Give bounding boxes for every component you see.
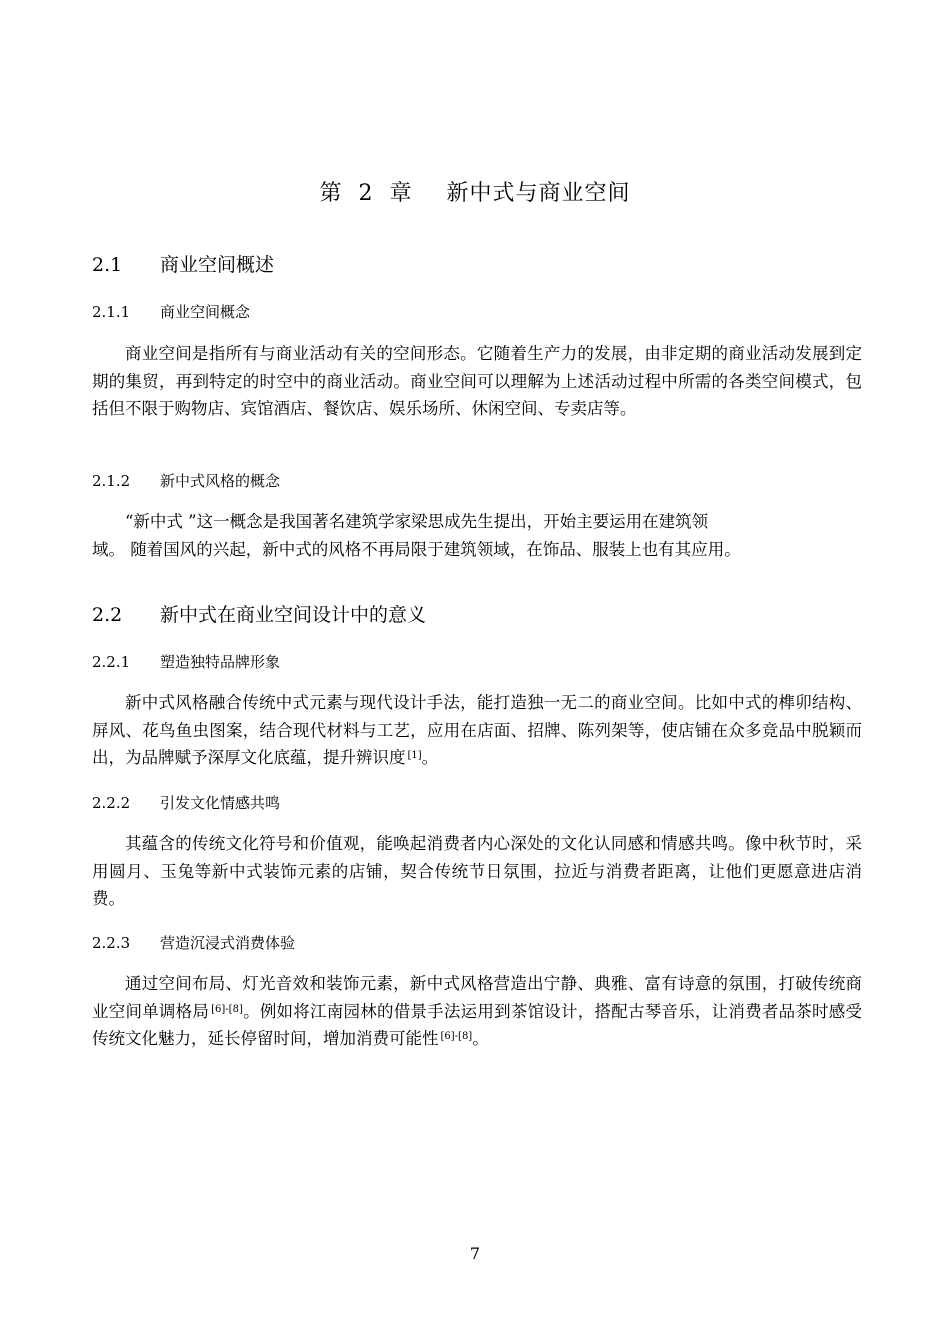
citation: [1] xyxy=(407,750,422,761)
chapter-title: 新中式与商业空间 xyxy=(446,181,631,206)
section-title: 新中式在商业空间设计中的意义 xyxy=(160,604,427,626)
subsection-number: 2.2.2 xyxy=(92,794,131,812)
section-number: 2.2 xyxy=(92,604,123,626)
paragraph-tail: 。 xyxy=(421,748,439,767)
subsection-title: 新中式风格的概念 xyxy=(160,472,281,490)
subsection-title: 营造沉浸式消费体验 xyxy=(160,934,296,952)
paragraph-tail: 。 xyxy=(472,1029,489,1048)
chapter-number: 2 xyxy=(358,181,374,206)
paragraph-line-2: 域。 随着国风的兴起，新中式的风格不再局限于建筑领域，在饰品、服装上也有其应用。 xyxy=(92,539,741,559)
subsection-heading-2-2-1 xyxy=(92,651,280,672)
section-heading-2-2 xyxy=(92,600,426,627)
subsection-number: 2.2.1 xyxy=(92,653,131,671)
chapter-label-post: 章 xyxy=(389,181,413,206)
paragraph-2-1-1: 商业空间是指所有与商业活动有关的空间形态。它随着生产力的发展，由非定期的商业活动发展到定期的集贸，再到特定的时空中的商业活动。商业空间可以理解为上述活动过程中所需的各类空间模式，包括但不限于购物店、宾馆酒店、餐饮店、娱乐场所、休闲空间、专卖店等。 xyxy=(92,344,862,418)
paragraph-line-1: “新中式 ”这一概念是我国著名建筑学家梁思成先生提出，开始主要运用在建筑领 xyxy=(125,512,709,531)
subsection-title: 引发文化情感共鸣 xyxy=(160,794,281,812)
citation-1: [6]-[8] xyxy=(211,1003,243,1015)
section-title: 商业空间概述 xyxy=(160,254,275,276)
citation-2: [6]-[8] xyxy=(440,1031,473,1042)
paragraph-2-1-2 xyxy=(92,508,862,563)
subsection-heading-2-1-2 xyxy=(92,470,280,491)
page-number: 7 xyxy=(469,1244,481,1263)
subsection-number: 2.1.1 xyxy=(92,303,131,321)
subsection-number: 2.1.2 xyxy=(92,472,131,490)
subsection-number: 2.2.3 xyxy=(92,934,131,952)
subsection-heading-2-2-3 xyxy=(92,932,295,953)
paragraph-2-2-2: 其蕴含的传统文化符号和价值观，能唤起消费者内心深处的文化认同感和情感共鸣。像中秋节时，采用圆月、玉兔等新中式装饰元素的店铺，契合传统节日氛围，拉近与消费者距离，让他们更愿意进店消费。 xyxy=(92,834,862,908)
chapter-heading xyxy=(0,176,950,207)
paragraph-text-part-2: 。例如将江南园林的借景手法运用到茶馆设计，搭配古琴音乐，让消费者品茶时感受传统文化魅力，延长停留时间，增加消费可能性 xyxy=(92,1001,863,1048)
paragraph-text-part-1: 通过空间布局、灯光音效和装饰元素，新中式风格营造出宁静、典雅、富有诗意的氛围，打破传统商业空间单调格局 xyxy=(92,974,862,1021)
subsection-title: 商业空间概念 xyxy=(160,303,251,321)
chapter-label-pre: 第 xyxy=(319,181,343,206)
subsection-heading-2-2-2 xyxy=(92,792,280,813)
subsection-title: 塑造独特品牌形象 xyxy=(160,653,281,671)
paragraph-2-2-1 xyxy=(92,689,862,772)
paragraph-text: 新中式风格融合传统中式元素与现代设计手法，能打造独一无二的商业空间。比如中式的榫卯结构、屏风、花鸟鱼虫图案，结合现代材料与工艺，应用在店面、招牌、陈列架等，使店铺在众多竞品中脱颖而出，为品牌赋予深厚文化底蕴，提升辨识度 xyxy=(92,693,862,767)
section-heading-2-1 xyxy=(92,250,274,277)
subsection-heading-2-1-1 xyxy=(92,301,250,322)
section-number: 2.1 xyxy=(92,254,123,276)
paragraph-2-2-3 xyxy=(92,970,862,1053)
